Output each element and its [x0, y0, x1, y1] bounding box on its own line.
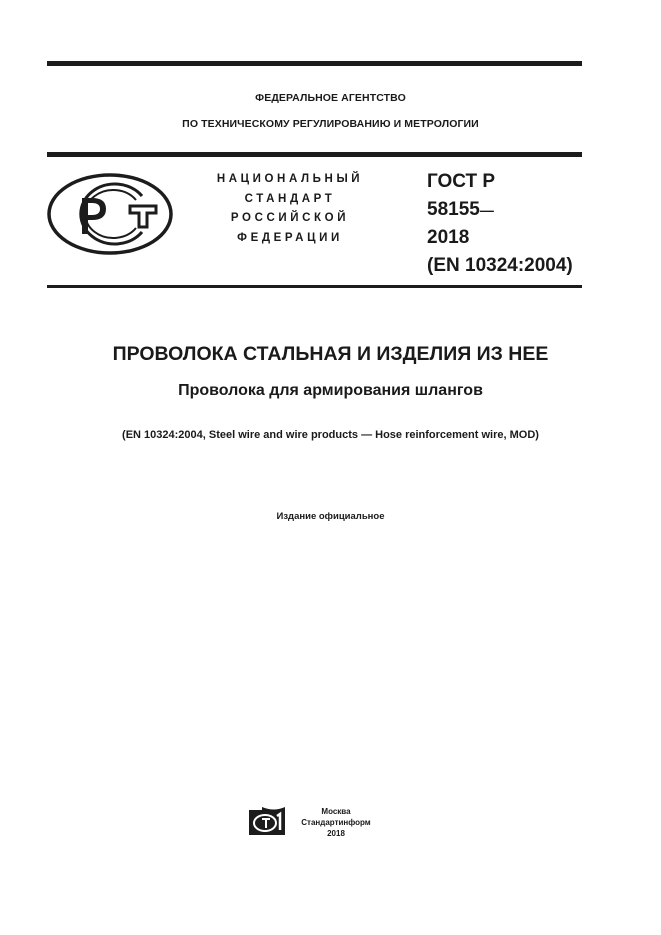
- international-reference: (EN 10324:2004, Steel wire and wire products — Hose reinforcement wire, MOD): [122, 429, 539, 441]
- top-rule: [47, 61, 582, 66]
- gost-dash: —: [479, 202, 494, 218]
- document-subtitle: Проволока для армирования шлангов: [178, 382, 483, 399]
- gost-year: 2018: [427, 227, 470, 248]
- gost-label: ГОСТ Р: [427, 171, 496, 192]
- agency-name-line1: ФЕДЕРАЛЬНОЕ АГЕНТСТВО: [255, 92, 406, 104]
- national-standard-line-2: СТАНДАРТ: [244, 192, 336, 205]
- rst-logo-icon: [46, 172, 174, 261]
- publisher-imprint: [290, 806, 382, 839]
- standard-block-rule: [47, 285, 582, 288]
- publisher-city: Москва: [321, 807, 351, 816]
- national-standard-line-4: ФЕДЕРАЦИИ: [237, 231, 343, 244]
- national-standard-line-1: НАЦИОНАЛЬНЫЙ: [216, 173, 364, 185]
- agency-name-line2: ПО ТЕХНИЧЕСКОМУ РЕГУЛИРОВАНИЮ И МЕТРОЛОГИИ: [182, 118, 479, 130]
- standartinform-logo-icon: [248, 806, 286, 841]
- gost-designation: [427, 168, 573, 280]
- publisher-name: Стандартинформ: [301, 818, 371, 827]
- gost-number-line: [427, 196, 573, 224]
- publication-year: 2018: [327, 829, 345, 838]
- edition-label: Издание официальное: [276, 511, 385, 522]
- header-rule: [47, 152, 582, 157]
- national-standard-line-3: РОССИЙСКОЙ: [230, 212, 350, 224]
- gost-number: 58155: [427, 199, 480, 220]
- national-standard-label: [200, 170, 380, 248]
- document-title: ПРОВОЛОКА СТАЛЬНАЯ И ИЗДЕЛИЯ ИЗ НЕЕ: [112, 343, 549, 365]
- gost-equivalent: (EN 10324:2004): [427, 255, 573, 276]
